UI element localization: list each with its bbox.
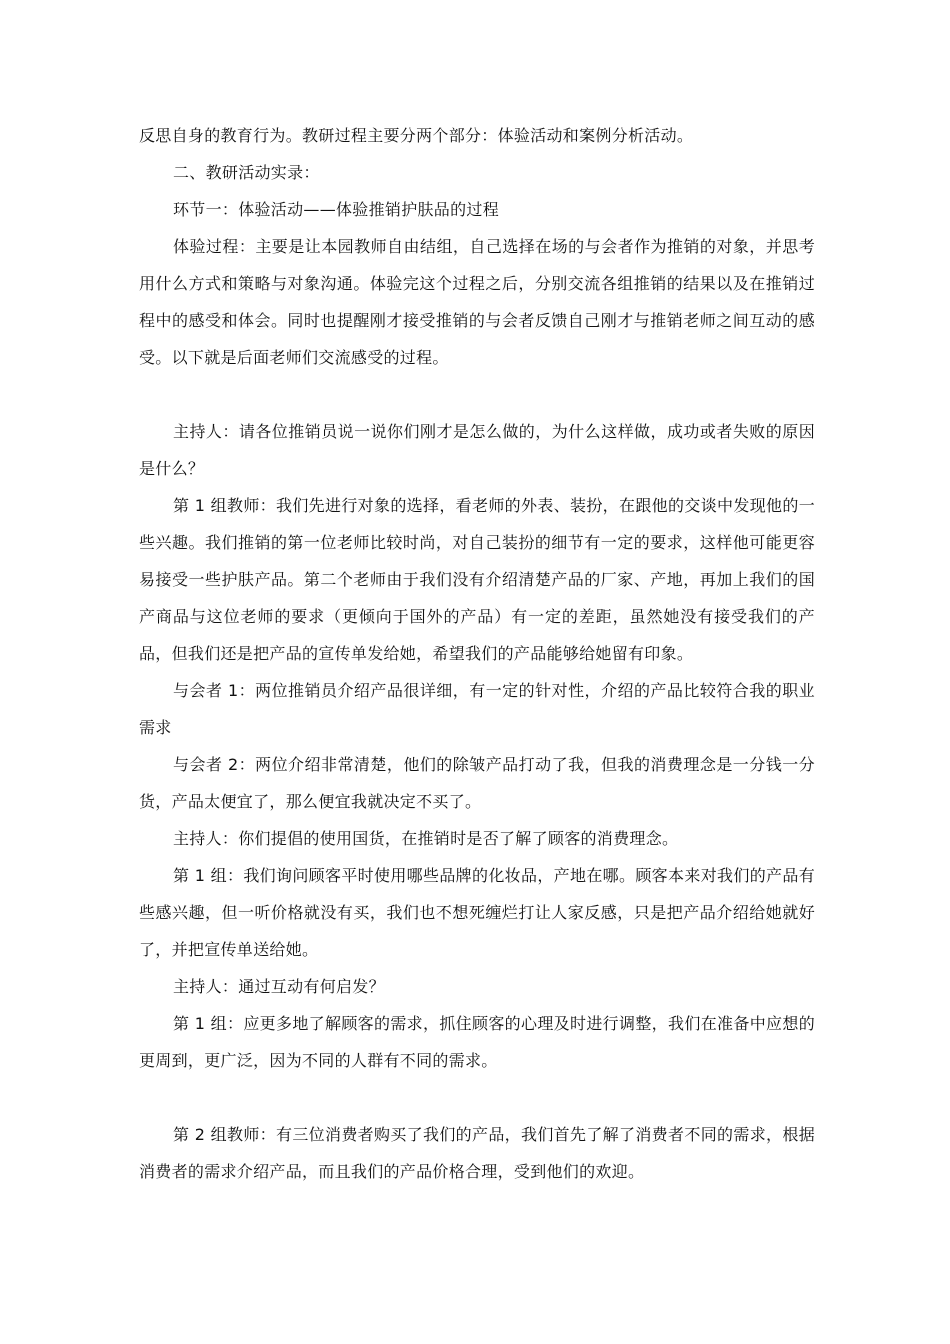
paragraph-group1-teacher: 第 1 组教师：我们先进行对象的选择，看老师的外表、装扮，在跟他的交谈中发现他的一些兴趣。我们推销的第一位老师比较时尚，对自己装扮的细节有一定的要求，这样他可能更容易接受一些护肤产品。第二个老师由于我们没有介绍清楚产品的厂家、产地，再加上我们的国产商品与这位老师的要求（更倾向于国外的产品）有一定的差距，虽然她没有接受我们的产品，但我们还是把产品的宣传单发给她，希望我们的产品能够给她留有印象。 [139,496,815,663]
document-body [139,117,815,1190]
paragraph-host-followup: 主持人：你们提倡的使用国货，在推销时是否了解了顾客的消费理念。 [173,829,679,848]
paragraph-intro-continued: 反思自身的教育行为。教研过程主要分两个部分：体验活动和案例分析活动。 [139,126,694,145]
paragraph-host-inspiration: 主持人：通过互动有何启发？ [173,977,385,996]
paragraph-group1-reflection: 第 1 组：应更多地了解顾客的需求，抓住顾客的心理及时进行调整，我们在准备中应想的更周到，更广泛，因为不同的人群有不同的需求。 [139,1014,815,1070]
paragraph-participant-2: 与会者 2：两位介绍非常清楚，他们的除皱产品打动了我，但我的消费理念是一分钱一分货，产品太便宜了，那么便宜我就决定不买了。 [139,755,815,811]
paragraph-gap [139,1079,815,1116]
subsection-heading-step-one: 环节一：体验活动——体验推销护肤品的过程 [173,200,500,219]
paragraph-group1-reply: 第 1 组：我们询问顾客平时使用哪些品牌的化妆品，产地在哪。顾客本来对我们的产品有些感兴趣，但一听价格就没有买，我们也不想死缠烂打让人家反感，只是把产品介绍给她就好了，并把宣传单送给她。 [139,866,815,959]
paragraph-participant-1: 与会者 1：两位推销员介绍产品很详细，有一定的针对性，介绍的产品比较符合我的职业需求 [139,681,815,737]
paragraph-gap [139,376,815,413]
paragraph-group2-teacher: 第 2 组教师：有三位消费者购买了我们的产品，我们首先了解了消费者不同的需求，根据消费者的需求介绍产品，而且我们的产品价格合理，受到他们的欢迎。 [139,1125,815,1181]
paragraph-host-question: 主持人：请各位推销员说一说你们刚才是怎么做的，为什么这样做，成功或者失败的原因是什么？ [139,422,815,478]
paragraph-experience-process: 体验过程：主要是让本园教师自由结组，自己选择在场的与会者作为推销的对象，并思考用什么方式和策略与对象沟通。体验完这个过程之后，分别交流各组推销的结果以及在推销过程中的感受和体会。同时也提醒刚才接受推销的与会者反馈自己刚才与推销老师之间互动的感受。以下就是后面老师们交流感受的过程。 [139,237,815,367]
section-heading-records: 二、教研活动实录： [173,163,320,182]
